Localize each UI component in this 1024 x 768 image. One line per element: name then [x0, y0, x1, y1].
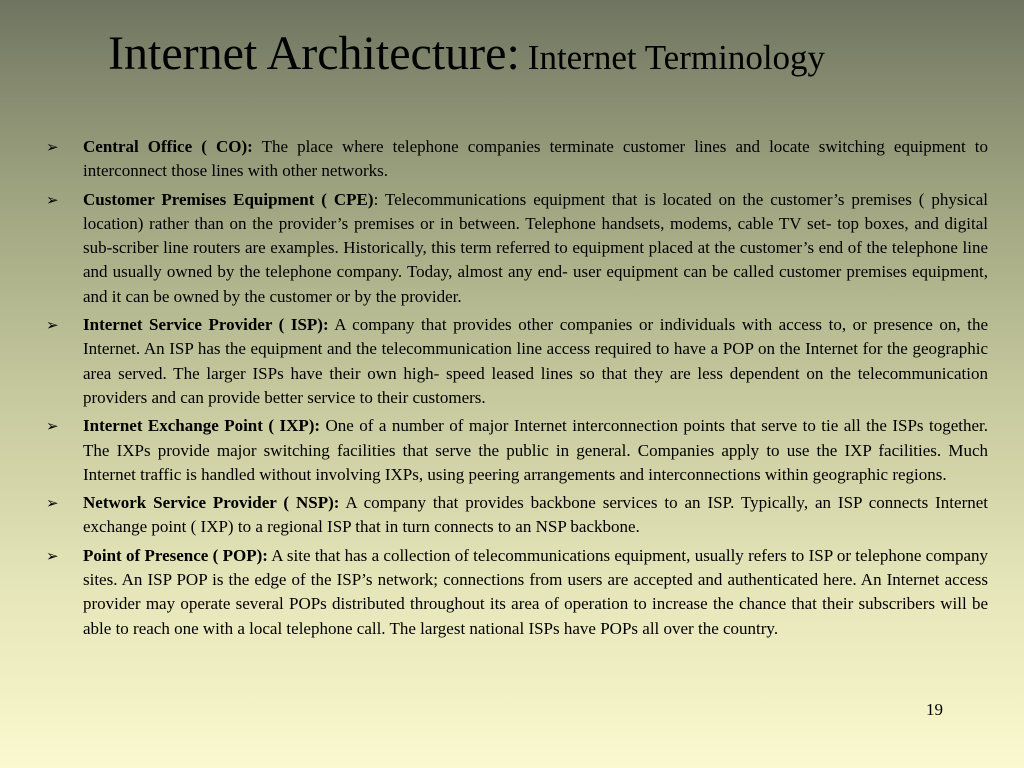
term-definition: One of a number of major Internet interconnection points that serve to tie all the ISPs together. The IXPs provide major switching facilities that serve the public in general. Companies apply to use the IXP facilities. Much Internet traffic is handled without involving IXPs, using peering arrangements and interconnections within geographic regions.	[83, 416, 988, 484]
term-label: Internet Exchange Point ( IXP):	[83, 416, 321, 436]
term-label: Internet Service Provider ( ISP):	[83, 315, 329, 335]
slide-title-main: Internet Architecture:	[108, 27, 520, 80]
list-item-central-office	[46, 135, 988, 184]
list-item-ixp	[46, 414, 988, 487]
term-label: Point of Presence ( POP):	[83, 545, 268, 565]
term-definition: : Telecommunications equipment that is located on the customer’s premises ( physical location) rather than on the provider’s premises or in between. Telephone handsets, modems, cable TV set- top boxes, and digital sub-scriber line routers are examples. Historically, this term referred to equipment placed at the customer’s end of the telephone line and usually owned by the telephone company. Today, almost any end- user equipment can be called customer premises equipment, and it can be owned by the customer or by the provider.	[83, 189, 989, 306]
term-definition: A company that provides other companies or individuals with access to, or presence on, the Internet. An ISP has the equipment and the telecommunication line access required to have a POP on the Internet for the geographic area served. The larger ISPs have their own high- speed leased lines so that they are less dependent on the telecommunication providers and can provide better service to their customers.	[83, 315, 988, 407]
term-definition: The place where telephone companies terminate customer lines and locate switching equipment to interconnect those lines with other networks.	[83, 137, 988, 181]
term-label: Central Office ( CO):	[83, 137, 253, 156]
terminology-list	[46, 135, 988, 645]
arrow-bullet-icon: ➢	[46, 138, 59, 156]
arrow-bullet-icon: ➢	[46, 417, 59, 436]
page-number: 19	[926, 700, 943, 719]
list-item-nsp	[46, 491, 988, 540]
list-item-cpe	[46, 188, 988, 309]
term-label: Network Service Provider ( NSP):	[83, 493, 340, 513]
slide-title	[108, 27, 826, 80]
arrow-bullet-icon: ➢	[46, 546, 59, 565]
arrow-bullet-icon: ➢	[46, 494, 59, 513]
term-definition: A company that provides backbone services to an ISP. Typically, an ISP connects Internet exchange point ( IXP) to a regional ISP that in turn connects to an NSP backbone.	[83, 493, 988, 537]
arrow-bullet-icon: ➢	[46, 190, 59, 209]
arrow-bullet-icon: ➢	[46, 316, 59, 335]
slide-title-sub: Internet Terminology	[527, 38, 826, 77]
list-item-pop	[46, 544, 988, 641]
term-definition: A site that has a collection of telecommunications equipment, usually refers to ISP or telephone company sites. An ISP POP is the edge of the ISP’s network; connections from users are accepted and authenticated here. An Internet access provider may operate several POPs distributed throughout its area of operation to increase the chance that their subscribers will be able to reach one with a local telephone call. The largest national ISPs have POPs all over the country.	[83, 545, 988, 638]
list-item-isp	[46, 313, 988, 410]
term-label: Customer Premises Equipment ( CPE)	[83, 189, 374, 209]
